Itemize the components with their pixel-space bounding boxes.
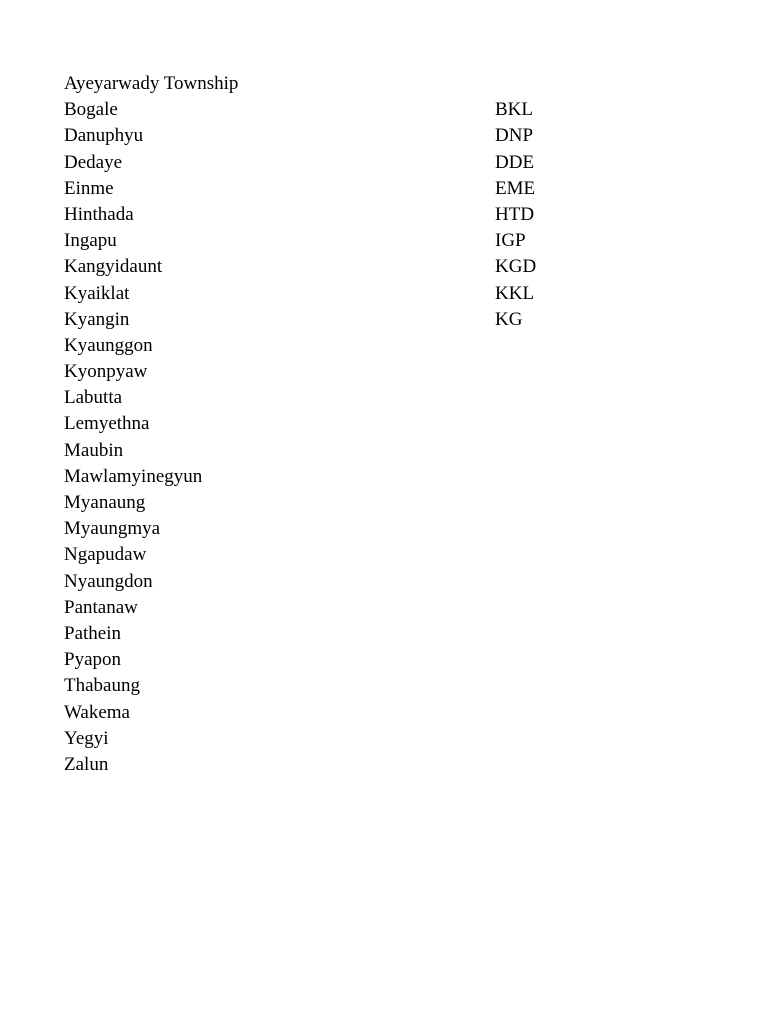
township-sheet <box>64 71 704 778</box>
township-name: Maubin <box>64 439 124 461</box>
township-row <box>64 726 704 752</box>
township-row <box>64 333 704 359</box>
township-name: Bogale <box>64 99 118 121</box>
township-name: Pyapon <box>64 649 121 671</box>
township-row <box>64 700 704 726</box>
township-row <box>64 569 704 595</box>
township-name: Kangyidaunt <box>64 256 163 278</box>
township-row <box>64 752 704 778</box>
township-name: Kyaiklat <box>64 282 130 304</box>
township-row <box>64 411 704 437</box>
township-name: Labutta <box>64 387 123 409</box>
township-name: Pantanaw <box>64 596 138 618</box>
township-row <box>64 516 704 542</box>
township-row <box>64 464 704 490</box>
township-name: Kyaunggon <box>64 334 153 356</box>
township-name: Mawlamyinegyun <box>64 465 203 487</box>
township-row <box>64 438 704 464</box>
township-row <box>64 254 704 280</box>
township-name: Ngapudaw <box>64 544 147 566</box>
township-name: Pathein <box>64 622 121 644</box>
township-code: BKL <box>495 99 533 121</box>
township-row <box>64 281 704 307</box>
township-code: KG <box>495 308 523 330</box>
township-name: Myaungmya <box>64 518 161 540</box>
township-row <box>64 621 704 647</box>
township-row <box>64 123 704 149</box>
township-name: Kyonpyaw <box>64 361 148 383</box>
township-name: Zalun <box>64 753 109 775</box>
township-code: IGP <box>495 230 526 252</box>
township-row <box>64 490 704 516</box>
sheet-heading: Ayeyarwady Township <box>64 73 239 94</box>
township-list <box>64 97 704 778</box>
township-name: Einme <box>64 177 114 199</box>
township-name: Myanaung <box>64 492 146 513</box>
township-row <box>64 385 704 411</box>
township-code: DNP <box>495 125 534 147</box>
township-name: Dedaye <box>64 151 123 173</box>
township-name: Thabaung <box>64 675 140 697</box>
township-code: EME <box>495 177 536 199</box>
township-name: Lemyethna <box>64 413 150 435</box>
township-row <box>64 176 704 202</box>
township-code: KGD <box>495 256 537 278</box>
township-name: Danuphyu <box>64 125 144 147</box>
township-name: Ingapu <box>64 230 117 252</box>
township-row <box>64 97 704 123</box>
township-row <box>64 307 704 333</box>
township-name: Wakema <box>64 701 130 723</box>
township-code: DDE <box>495 151 535 173</box>
township-row <box>64 202 704 228</box>
township-row <box>64 228 704 254</box>
township-row <box>64 647 704 673</box>
township-row <box>64 150 704 176</box>
township-name: Kyangin <box>64 308 130 330</box>
township-row <box>64 595 704 621</box>
township-name: Yegyi <box>64 727 109 749</box>
township-row <box>64 542 704 568</box>
township-row <box>64 359 704 385</box>
township-code: KKL <box>495 282 535 304</box>
township-code: HTD <box>495 203 535 225</box>
township-name: Nyaungdon <box>64 570 153 592</box>
township-name: Hinthada <box>64 203 134 225</box>
township-row <box>64 673 704 699</box>
